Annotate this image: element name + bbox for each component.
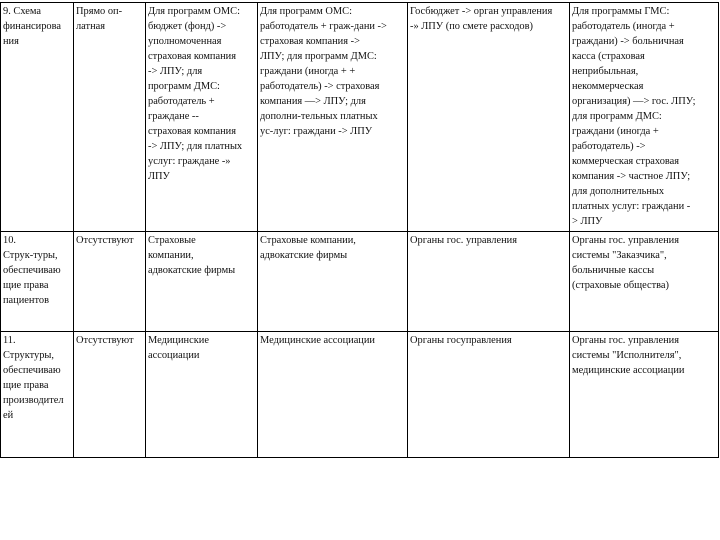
row-header-cell: 11. Структуры, обеспечиваю щие права производител ей <box>1 332 74 458</box>
table-cell: Для программ ОМС: бюджет (фонд) -> уполномоченная страховая компания -> ЛПУ; для программ ДМС: работодатель + граждане -- страховая компания -> ЛПУ; для платных услуг: граждане -» ЛПУ <box>146 3 258 232</box>
table-cell: Прямо оп- латная <box>74 3 146 232</box>
table-cell: Органы гос. управления системы "Исполнителя", медицинские ассоциации <box>570 332 719 458</box>
table-cell: Органы госуправления <box>408 332 570 458</box>
table-cell: Страховые компании, адвокатские фирмы <box>258 232 408 332</box>
table-cell: Медицинские ассоциации <box>146 332 258 458</box>
table-cell: Отсутствуют <box>74 232 146 332</box>
table-cell: Для программы ГМС: работодатель (иногда + граждани) -> больничная касса (страховая неприбыльная, некоммерческая организация) —> гос. ЛПУ; для программ ДМС: граждани (иногда + работодатель) -> коммерческая страховая компания -> частное ЛПУ; для дополнительных платных услуг: граждани - > ЛПУ <box>570 3 719 232</box>
table-cell: Медицинские ассоциации <box>258 332 408 458</box>
table-cell: Органы гос. управления <box>408 232 570 332</box>
table-cell: Отсутствуют <box>74 332 146 458</box>
table-row-financing-scheme <box>1 3 719 232</box>
table-cell: Для программ ОМС: работодатель + граж-дани -> страховая компания -> ЛПУ; для программ ДМС: граждани (иногда + + работодатель) -> страховая компания —> ЛПУ; для дополни-тельных платных ус-луг: граждани -> ЛПУ <box>258 3 408 232</box>
table-cell: Госбюджет -> орган управления -» ЛПУ (по смете расходов) <box>408 3 570 232</box>
comparison-table <box>0 2 719 458</box>
table-row-producer-rights <box>1 332 719 458</box>
table-cell: Страховые компании, адвокатские фирмы <box>146 232 258 332</box>
row-header-cell: 10. Струк-туры, обеспечиваю щие права пациентов <box>1 232 74 332</box>
row-header-cell: 9. Схема финансирова ния <box>1 3 74 232</box>
table-cell: Органы гос. управления системы "Заказчика", больничные кассы (страховые общества) <box>570 232 719 332</box>
table-row-patient-rights <box>1 232 719 332</box>
